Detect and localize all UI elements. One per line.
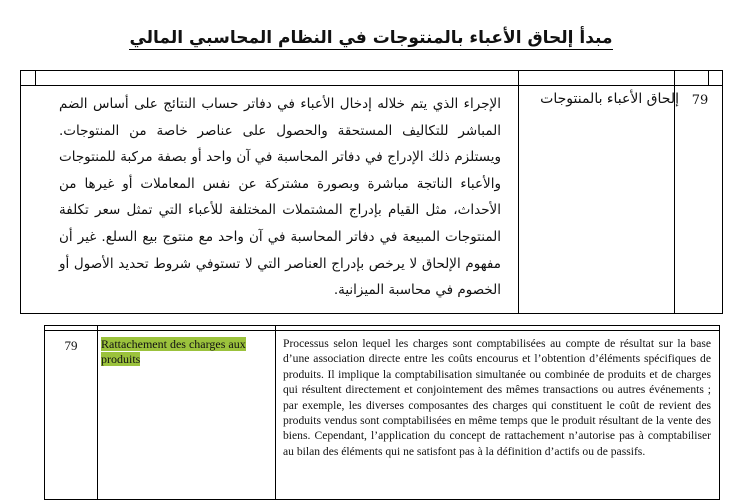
page-title: [0, 28, 742, 48]
entry-term: [101, 337, 269, 367]
highlighted-term: Rattachement des charges aux produits: [101, 337, 246, 366]
french-definition-table: [44, 325, 720, 500]
table-top-strip: [45, 326, 719, 331]
table-top-strip: [21, 71, 722, 86]
strip-divider: [708, 71, 709, 85]
column-divider: [275, 326, 276, 499]
column-divider: [518, 71, 519, 313]
arabic-definition-table: [20, 70, 723, 314]
strip-divider: [35, 71, 36, 85]
entry-number: 79: [691, 93, 709, 108]
column-divider: [97, 326, 98, 499]
entry-definition: الإجراء الذي يتم خلاله إدخال الأعباء في دفاتر حساب النتائج على أساس الضم المباشر للتكاليف المستحقة والحصول على عناصر خاصة من المنتوجات. ويستلزم ذلك الإدراج في دفاتر المحاسبة في آن واحد أو بصفة مركبة للمنتوجات والأعباء الناتجة مباشرة وبصورة مشتركة عن نفس المعاملات أو غيرها من الأحداث، مثل القيام بإدراج المشتملات المختلفة للأعباء التي تمثل سعر تكلفة المنتوجات المبيعة في دفاتر المحاسبة في آن واحد مع منتوج بيع السلع. غير أن مفهوم الإلحاق لا يرخص بإدراج العناصر التي لا تستوفي شروط تحديد الأصول أو الخصوم في محاسبة الميزانية.: [59, 96, 501, 299]
page-title-text: مبدأ إلحاق الأعباء بالمنتوجات في النظام المحاسبي المالي: [129, 28, 613, 48]
entry-definition: Processus selon lequel les charges sont comptabilisées au compte de résultat sur la base d’une association directe entre les coûts encourus et l’obtention d’éléments spécifiques de produits. Il implique la comptabilisation simultanée ou combinée de produits et de charges qui résultent directement et conjointement des mêmes transactions ou autres événements ; par exemple, les diverses composantes des charges qui constituent le coût de revient des produits vendus sont comptabilisées en même temps que le produit résultant de la vente des biens. Cependant, l’application du concept de rattachement n’autorise pas à comptabiliser au bilan des éléments qui ne satisfont pas à la définition d’actifs ou de passifs.: [283, 337, 711, 458]
entry-term: إلحاق الأعباء بالمنتوجات: [540, 91, 679, 107]
entry-number: 79: [64, 338, 78, 353]
